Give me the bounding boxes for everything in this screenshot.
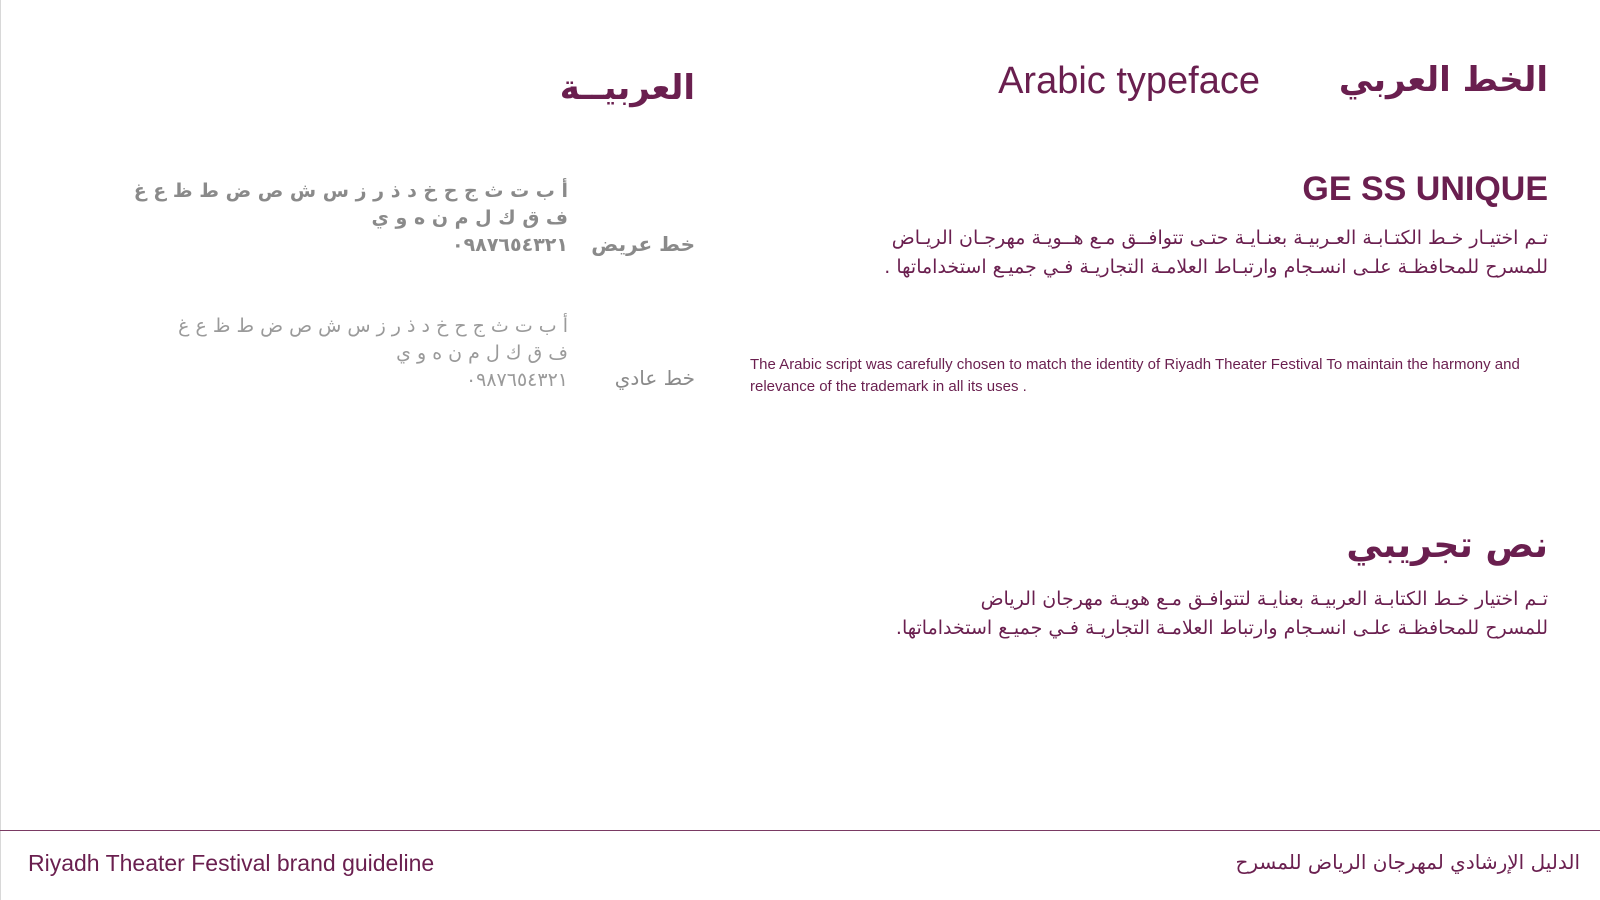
sample-text-title: نص تجريبي (1346, 525, 1548, 566)
arabic-typeface-title: الخط العربي (1338, 60, 1548, 100)
footer-english-title: Riyadh Theater Festival brand guideline (28, 850, 435, 876)
footer-arabic-title: الدليل الإرشادي لمهرجان الرياض للمسرح (1235, 850, 1580, 874)
sample-text-line: للمسرح للمحافظـة علـى انسـجام وارتباط العلامـة التجاريـة فـي جميـع استخداماتها. (895, 617, 1548, 639)
regular-glyph-sample (110, 313, 568, 394)
english-description: The Arabic script was carefully chosen to match the identity of Riyadh Theater Festival To maintain the harmony and relevance of the trademark in all its uses . (750, 356, 1520, 395)
regular-weight-label: خط عادي (614, 366, 695, 390)
bold-glyph-line: أ ب ت ث ج ح خ د ذ ر ز س ش ص ض ط ظ ع غ (133, 180, 568, 202)
regular-glyph-line: أ ب ت ث ج ح خ د ذ ر ز س ش ص ض ط ظ ع غ (178, 315, 568, 337)
arabic-description-line: للمسرح للمحافظـة علـى انسـجام وارتبـاط العلامـة التجاريـة فـي جميـع استخداماتها . (884, 256, 1548, 278)
arabic-description (720, 224, 1548, 282)
bold-glyph-sample (110, 178, 568, 259)
bold-weight-label: خط عريض (591, 232, 695, 256)
page-left-border (0, 0, 1, 900)
regular-digit-line: ٠٩٨٧٦٥٤٣٢١ (465, 369, 568, 391)
arabic-section-title: العربيــة (559, 68, 695, 108)
sample-text-body (720, 585, 1548, 643)
sample-text-line: تـم اختيار خـط الكتابـة العربيـة بعنايـة لتتوافـق مـع هويـة مهرجان الرياض (980, 588, 1548, 610)
font-name-heading: GE SS UNIQUE (1302, 170, 1548, 208)
footer-divider (0, 830, 1600, 831)
regular-glyph-line: ف ق ك ل م ن ه و ي (396, 342, 568, 364)
bold-digit-line: ٠٩٨٧٦٥٤٣٢١ (452, 234, 568, 256)
bold-glyph-line: ف ق ك ل م ن ه و ي (371, 207, 568, 229)
english-typeface-title: Arabic typeface (998, 60, 1260, 102)
arabic-description-line: تـم اختيـار خـط الكتـابـة العـربيـة بعنـايـة حتـى تتوافــق مـع هــويـة مهرجـان الريـاض (891, 227, 1548, 249)
